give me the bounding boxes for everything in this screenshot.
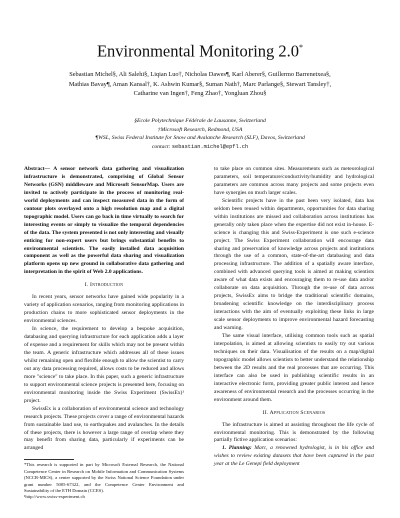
authors-line-3: Catharine van Ingen†, Feng Zhao†, Yongluan Zhou§ (133, 90, 267, 98)
abstract: Abstract— A sensor network data gathering and visualization infrastructure is demonstrated, comprising of Global Sensor Networks (GSN) middleware and Microsoft SensorMap. Users are invited to actively participate in the process of monitoring real-world deployments and can inspect measured data in the form of contour plots overlayed onto a high resolution map and a digital topographic model. Users can go back in time virtually to search for interesting events or simply to visualize the temporal dependencies of the data. The system presented is not only interesting and visually enticing for non-expert users but brings substantial benefits to environmental scientists. The easily installed data acquisition component as well as the powerful data sharing and visualization platform opens up new ground in collaborative data gathering and interpretation in the spirit of Web 2.0 applications. (24, 166, 184, 276)
scenario-planning-label: 1. Planning: (222, 445, 252, 452)
author-list (30, 70, 370, 99)
title-footnote-mark: * (299, 43, 304, 52)
intro-paragraph-2: In science, the requirement to develop a bespoke acquisition, databasing and querying infrastructure for each application adds a layer of expense and a requirement for skills which may not be present within the team. A generic infrastructure which addresses all of these issues whilst remaining open and flexible enough to allow the scientist to carry out any data processing required, allows costs to be reduced and allows more "science" to take place. In this paper, such a generic infrastructure to support environmental science projects is presented here, focusing on environmental monitoring inside the Swiss Experiment (SwissEx)¹ project. (24, 326, 184, 404)
affiliations (20, 117, 380, 151)
section-heading-introduction: I. Introduction (84, 282, 124, 289)
intro-paragraph-continued: to take place on common sites. Measurements such as meteorological parameters, soil temperature/conductivity/humidity and hydrological parameters are common across many projects and some projects even have synergies on much larger scales. (214, 166, 374, 196)
intro-paragraph-4: Scientific projects have in the past been very isolated, data has seldom been reused within departments, opportunities for data sharing within institutions are missed and collaboration across institutions has generally only taken place when the expertise did not exist in-house. E-science is changing this and Swiss-Experiment is one such e-science project. The Swiss Experiment collaboration will encourage data sharing and preservation of knowledge across projects and institutions through the use of a common, state-of-the-art databasing and data processing infrastructure. The addition of a spatially aware interface, combined with advanced querying tools is aimed at making scientists aware of what data exists and encouraging them to re-use data and/or collaborate on data acquisition. Through the re-use of data across projects, SwissEx aims to bridge the traditional scientific domains, broadening scientific knowledge on the interdisciplinary process interactions with the aim of eventually exploiting these links in large scale sensor deployments to improve environmental hazard forecasting and warning. (214, 197, 374, 332)
right-column (214, 166, 374, 469)
intro-paragraph-3: SwissEx is a collaboration of environmental science and technology research projects. These projects cover a range of environmental hazards from sustainable land use, to earthquakes and avalanches. In the details of these projects, there is however a large range of overlap where they may benefit from sharing data, particularly if experiments can be arranged (24, 405, 184, 452)
intro-paragraph-5: The same visual interface, utilising common tools such as spatial interpolation, is aimed at allowing scientists to easily try out various techniques on their data. Visualisation of the results on a map/digital topographic model allows scientists to better understand the relationship between the 2D results and the real processes that are occurring. This interface can also be used in publishing scientific results in an interactive electronic form, providing greater public interest and hence awareness of environmental research and the processes occurring in the environment around them. (214, 333, 374, 403)
scenario-planning (214, 445, 374, 469)
paper-title (0, 38, 400, 62)
contact-label: contact: (151, 143, 171, 150)
footnote-rule (24, 459, 74, 460)
contact-email[interactable]: sebastian.michel@epfl.ch (171, 143, 249, 150)
intro-paragraph-1: In recent years, sensor networks have gained wide popularity in a variety of application scenarios, ranging from monitoring applications in production chains to more sophisticated sensor deployments in the environmental sciences. (24, 294, 184, 325)
affiliation-epfl: §Ecole Polytechnique Fédérale de Lausanne, Switzerland (134, 118, 266, 124)
footnote-url[interactable]: ¹http://www.swiss-experiment.ch (24, 494, 85, 500)
contact-line (20, 143, 380, 152)
authors-line-2: Mathias Bavay¶, Aman Kansal†, K. Ashwin Kumar§, Suman Nath†, Marc Parlange§, Stewart Tansley†, (68, 80, 332, 88)
authors-line-1: Sebastian Michel§, Ali Salehi§, Liqian Luo†, Nicholas Dawes¶, Karl Aberer§, Guillermo Barrenetxea§, (69, 71, 331, 78)
affiliation-wsl: ¶WSL, Swiss Federal Institute for Snow and Avalanche Research (SLF), Davos, Switzerland (95, 135, 305, 142)
left-column (24, 166, 184, 501)
title-text: Environmental Monitoring 2.0 (96, 41, 300, 61)
scenario-planning-text: Marc, a renowned hydrologist, is in his office and wishes to review existing datasets that have been captured in the past year at the Le Genepi field deployment (214, 445, 374, 468)
scenarios-paragraph-1: The infrastructure is aimed at assisting throughout the life cycle of environmental monitoring. This is demonstrated by the following partially fictive application scenarios: (214, 421, 374, 444)
affiliation-msr: †Microsoft Research, Redmond, USA (157, 126, 243, 133)
section-heading-application-scenarios: II. Application Scenarios (262, 409, 326, 416)
footnote-funding: *This research is supported in part by Microsoft External Research, the National Competence Center in Research on Mobile Information and Communication Systems (NCCR-MICS), a center supported by the Swiss National Science Foundation under grant number 5005-67322, and the Competence Center Environment and Sustainability of the ETH Domain (CCES). (24, 462, 184, 493)
